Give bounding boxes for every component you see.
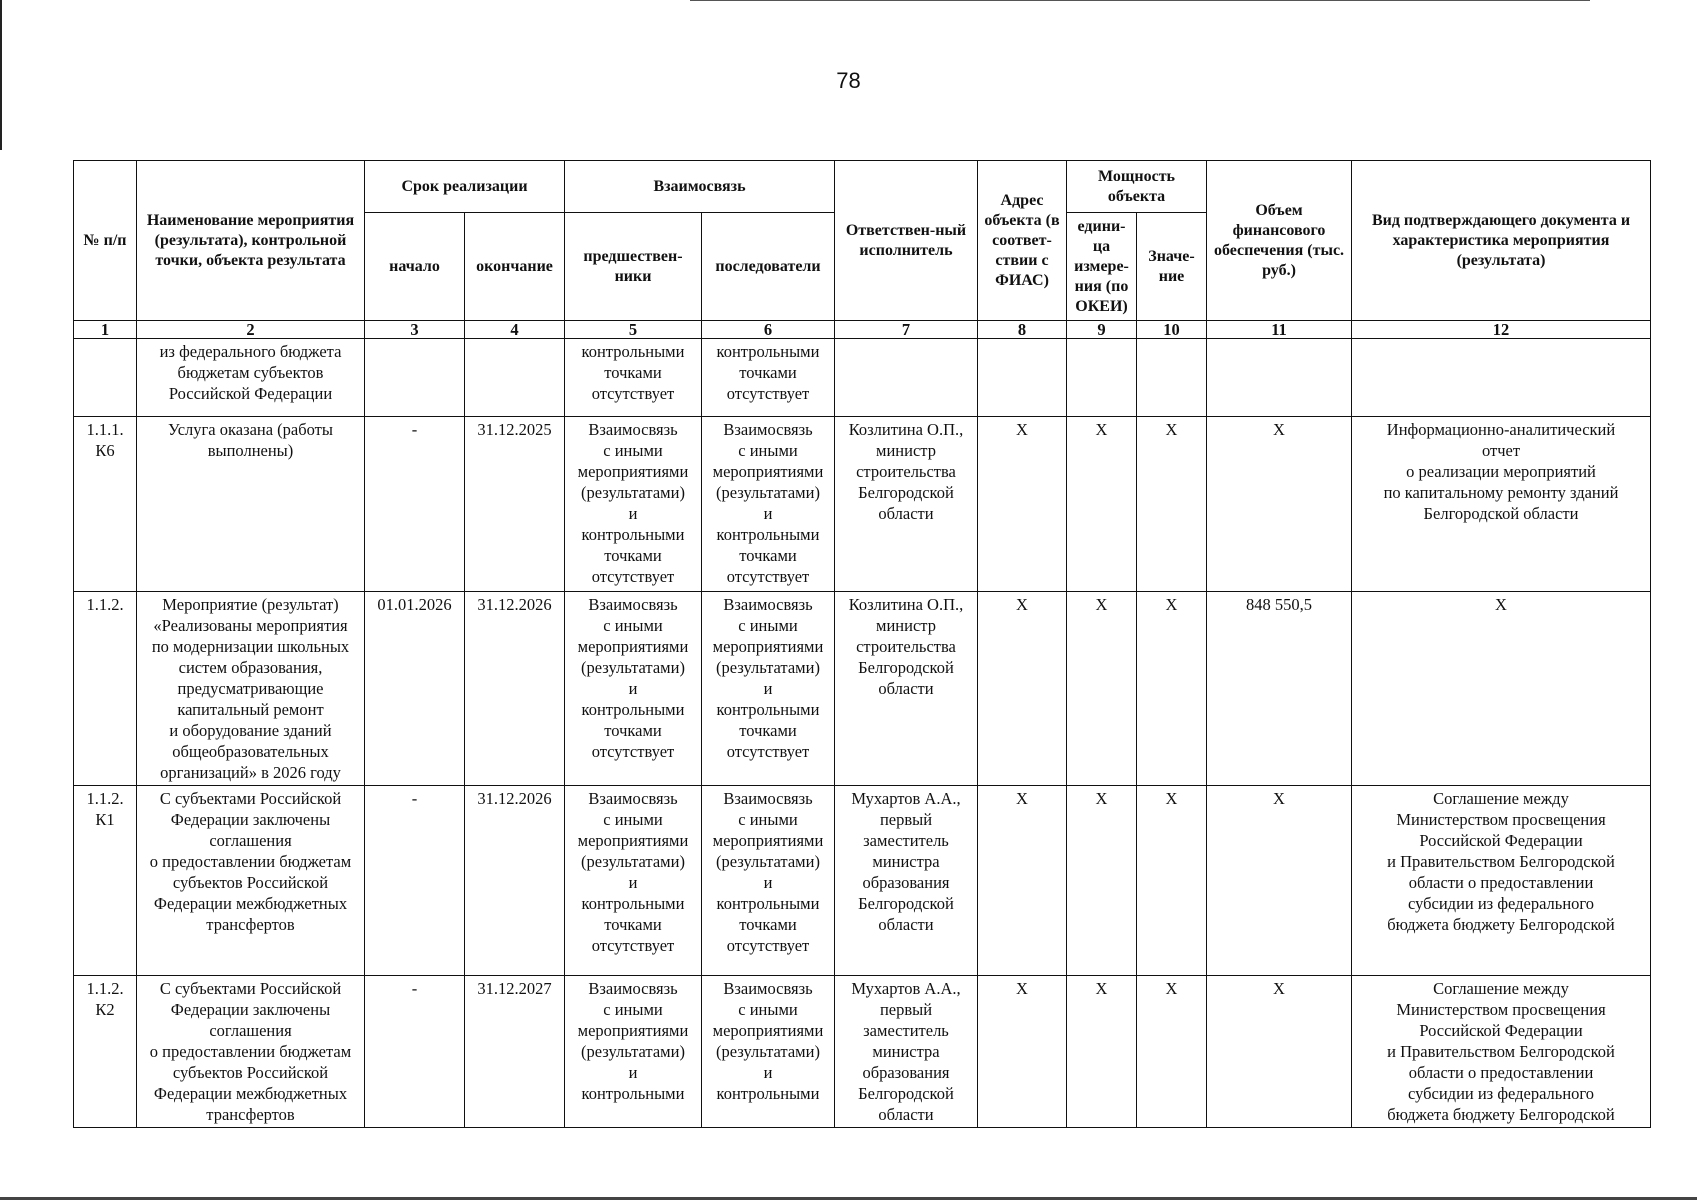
cell-end [465, 339, 565, 417]
cell-value [1137, 339, 1207, 417]
cell-successors-line: контрольными [716, 894, 820, 913]
cell-successors-line: (результатами) [716, 1042, 820, 1061]
cell-name-line: общеобразовательных [172, 742, 329, 761]
header-responsible: Ответствен-ный исполнитель [835, 161, 978, 321]
cell-name-line: капитальный ремонт [177, 700, 324, 719]
column-number: 7 [835, 321, 978, 339]
cell-successors-line: Взаимосвязь [723, 979, 813, 998]
cell-document-line: бюджета бюджету Белгородской [1387, 915, 1615, 934]
cell-document-line: субсидии из федерального [1407, 894, 1595, 913]
cell-successors-line: (результатами) [716, 483, 820, 502]
cell-address: X [978, 592, 1067, 786]
cell-address: X [978, 786, 1067, 976]
cell-predecessors-line: с иными [603, 810, 663, 829]
cell-document-line: Соглашение между [1433, 789, 1569, 808]
column-number: 6 [702, 321, 835, 339]
cell-responsible-line: Белгородской [858, 658, 954, 677]
cell-responsible-line: области [878, 915, 934, 934]
header-term-group: Срок реализации [365, 161, 565, 213]
cell-name-line: по модернизации школьных [151, 637, 350, 656]
cell-start: - [365, 976, 465, 1128]
table-row [74, 417, 1651, 592]
cell-responsible-line: Козлитина О.П., [848, 595, 964, 614]
column-number: 10 [1137, 321, 1207, 339]
cell-successors-line: (результатами) [716, 852, 820, 871]
cell-name-line: организаций» в 2026 году [160, 763, 341, 782]
cell-start: - [365, 417, 465, 592]
cell-number-line: К6 [95, 441, 115, 460]
cell-name-line: и оборудование зданий [169, 721, 332, 740]
cell-name-line: бюджетам субъектов [177, 363, 324, 382]
cell-successors-line: (результатами) [716, 658, 820, 677]
cell-predecessors-line: мероприятиями [577, 462, 689, 481]
cell-document [1352, 592, 1651, 786]
header-address: Адрес объекта (в соответ-ствии с ФИАС) [978, 161, 1067, 321]
cell-successors-line: отсутствует [726, 384, 810, 403]
header-link-group: Взаимосвязь [565, 161, 835, 213]
cell-successors [702, 592, 835, 786]
cell-document-line: X [1495, 595, 1507, 614]
cell-successors-line: и [763, 873, 773, 892]
page-number: 78 [836, 68, 861, 93]
cell-successors [702, 786, 835, 976]
header-name: Наименование мероприятия (результата), контрольной точки, объекта результата [137, 161, 365, 321]
cell-responsible-line: заместитель [863, 831, 949, 850]
cell-name-line: соглашения [209, 1021, 292, 1040]
column-number: 2 [137, 321, 365, 339]
cell-successors-line: мероприятиями [712, 462, 824, 481]
cell-successors [702, 417, 835, 592]
cell-responsible-line: министра [872, 1042, 940, 1061]
cell-successors-line: мероприятиями [712, 831, 824, 850]
cell-responsible-line: Белгородской [858, 1084, 954, 1103]
cell-successors-line: отсутствует [726, 936, 810, 955]
cell-document-line: Информационно-аналитический [1386, 420, 1616, 439]
cell-name [137, 592, 365, 786]
cell-unit: X [1067, 786, 1137, 976]
cell-document-line: по капитальному ремонту зданий [1383, 483, 1619, 502]
cell-successors [702, 976, 835, 1128]
column-number: 1 [74, 321, 137, 339]
header-capacity-group: Мощность объекта [1067, 161, 1207, 213]
header-link-pred: предшествен-ники [565, 213, 702, 321]
cell-predecessors-line: (результатами) [581, 658, 685, 677]
cell-predecessors-line: с иными [603, 616, 663, 635]
cell-number-line: 1.1.2. [86, 595, 124, 614]
cell-finance [1207, 339, 1352, 417]
header-capacity-unit: едини-ца измере-ния (по ОКЕИ) [1067, 213, 1137, 321]
cell-address: X [978, 417, 1067, 592]
cell-document-line: субсидии из федерального [1407, 1084, 1595, 1103]
cell-document-line: Российской Федерации [1419, 1021, 1583, 1040]
cell-successors-line: отсутствует [726, 567, 810, 586]
cell-responsible-line: Козлитина О.П., [848, 420, 964, 439]
cell-name-line: Федерации заключены [170, 810, 331, 829]
header-doc-type: Вид подтверждающего документа и характеристика мероприятия (результата) [1352, 161, 1651, 321]
cell-predecessors-line: мероприятиями [577, 637, 689, 656]
cell-successors-line: и [763, 679, 773, 698]
cell-number-line: 1.1.1. [86, 420, 124, 439]
cell-number-line: К2 [95, 1000, 115, 1019]
cell-successors-line: точками [739, 915, 797, 934]
cell-successors-line: точками [739, 721, 797, 740]
cell-responsible-line: первый [879, 810, 933, 829]
cell-document-line: и Правительством Белгородской [1387, 1042, 1615, 1061]
column-number-row [74, 321, 1651, 339]
cell-responsible-line: области [878, 1105, 934, 1124]
cell-predecessors-line: контрольными [581, 342, 685, 361]
cell-predecessors-line: мероприятиями [577, 831, 689, 850]
plan-table [73, 160, 1651, 1128]
cell-predecessors-line: Взаимосвязь [588, 420, 678, 439]
header-term-end: окончание [465, 213, 565, 321]
cell-number-line: 1.1.2. [86, 979, 124, 998]
cell-successors-line: с иными [738, 616, 798, 635]
cell-name-line: выполнены) [207, 441, 294, 460]
cell-successors-line: точками [739, 363, 797, 382]
cell-successors-line: контрольными [716, 342, 820, 361]
cell-predecessors [565, 976, 702, 1128]
cell-predecessors-line: и [628, 1063, 638, 1082]
cell-document-line: области о предоставлении [1408, 1063, 1594, 1082]
column-number: 4 [465, 321, 565, 339]
cell-predecessors-line: (результатами) [581, 483, 685, 502]
cell-number-line: К1 [95, 810, 115, 829]
header-term-start: начало [365, 213, 465, 321]
cell-unit: X [1067, 976, 1137, 1128]
cell-name-line: систем образования, [178, 658, 323, 677]
cell-predecessors-line: Взаимосвязь [588, 595, 678, 614]
cell-predecessors-line: контрольными [581, 700, 685, 719]
cell-responsible-line: заместитель [863, 1021, 949, 1040]
cell-predecessors-line: с иными [603, 1000, 663, 1019]
cell-number [74, 339, 137, 417]
cell-name-line: С субъектами Российской [159, 979, 342, 998]
cell-successors-line: с иными [738, 810, 798, 829]
cell-predecessors-line: и [628, 504, 638, 523]
cell-predecessors [565, 417, 702, 592]
cell-end: 31.12.2026 [465, 592, 565, 786]
cell-responsible-line: строительства [856, 462, 956, 481]
cell-name-line: Федерации межбюджетных [153, 1084, 348, 1103]
cell-predecessors-line: отсутствует [591, 742, 675, 761]
cell-number [74, 786, 137, 976]
cell-name-line: субъектов Российской [172, 1063, 329, 1082]
cell-responsible-line: министра [872, 852, 940, 871]
cell-name-line: «Реализованы мероприятия [153, 616, 348, 635]
cell-document-line: и Правительством Белгородской [1387, 852, 1615, 871]
cell-predecessors-line: и [628, 679, 638, 698]
column-number: 12 [1352, 321, 1651, 339]
cell-name-line: Российской Федерации [168, 384, 333, 403]
cell-finance: X [1207, 976, 1352, 1128]
cell-responsible-line: первый [879, 1000, 933, 1019]
cell-document-line: отчет [1481, 441, 1521, 460]
cell-predecessors-line: контрольными [581, 894, 685, 913]
cell-document-line: о реализации мероприятий [1406, 462, 1596, 481]
cell-successors-line: Взаимосвязь [723, 595, 813, 614]
cell-unit [1067, 339, 1137, 417]
cell-value: X [1137, 417, 1207, 592]
header-num: № п/п [74, 161, 137, 321]
cell-responsible [835, 786, 978, 976]
cell-name-line: о предоставлении бюджетам [149, 852, 352, 871]
cell-document-line: Министерством просвещения [1396, 1000, 1606, 1019]
cell-successors-line: контрольными [716, 700, 820, 719]
cell-successors-line: с иными [738, 1000, 798, 1019]
table-row [74, 976, 1651, 1128]
cell-name-line: из федерального бюджета [159, 342, 342, 361]
cell-name-line: Услуга оказана (работы [168, 420, 333, 439]
cell-end: 31.12.2026 [465, 786, 565, 976]
cell-predecessors-line: точками [604, 363, 662, 382]
cell-document-line: бюджета бюджету Белгородской [1387, 1105, 1615, 1124]
cell-predecessors-line: отсутствует [591, 384, 675, 403]
cell-responsible-line: Мухартов А.А., [851, 979, 961, 998]
cell-successors-line: мероприятиями [712, 637, 824, 656]
cell-document [1352, 339, 1651, 417]
cell-responsible [835, 339, 978, 417]
cell-name-line: Федерации межбюджетных [153, 894, 348, 913]
cell-responsible-line: области [878, 504, 934, 523]
cell-finance: X [1207, 417, 1352, 592]
column-number: 5 [565, 321, 702, 339]
cell-responsible-line: образования [862, 1063, 950, 1082]
cell-predecessors [565, 786, 702, 976]
cell-successors-line: мероприятиями [712, 1021, 824, 1040]
cell-name [137, 786, 365, 976]
column-number: 9 [1067, 321, 1137, 339]
cell-name-line: С субъектами Российской [159, 789, 342, 808]
table-row [74, 339, 1651, 417]
cell-predecessors-line: точками [604, 721, 662, 740]
cell-number-line: 1.1.2. [86, 789, 124, 808]
cell-document-line: Соглашение между [1433, 979, 1569, 998]
cell-successors-line: контрольными [716, 525, 820, 544]
cell-responsible-line: Мухартов А.А., [851, 789, 961, 808]
cell-document-line: Белгородской области [1423, 504, 1579, 523]
header-finance: Объем финансового обеспечения (тыс. руб.) [1207, 161, 1352, 321]
cell-value: X [1137, 592, 1207, 786]
cell-document [1352, 976, 1651, 1128]
cell-address: X [978, 976, 1067, 1128]
table-body [74, 339, 1651, 1128]
cell-successors-line: Взаимосвязь [723, 420, 813, 439]
cell-end: 31.12.2025 [465, 417, 565, 592]
cell-address [978, 339, 1067, 417]
cell-successors-line: точками [739, 546, 797, 565]
cell-responsible-line: области [878, 679, 934, 698]
cell-document [1352, 417, 1651, 592]
cell-name [137, 417, 365, 592]
cell-successors-line: контрольными [716, 1084, 820, 1103]
cell-predecessors [565, 592, 702, 786]
cell-responsible [835, 976, 978, 1128]
cell-successors [702, 339, 835, 417]
cell-successors-line: и [763, 1063, 773, 1082]
table-row [74, 786, 1651, 976]
cell-responsible [835, 592, 978, 786]
cell-responsible-line: министр [876, 441, 936, 460]
cell-predecessors-line: Взаимосвязь [588, 789, 678, 808]
cell-successors-line: Взаимосвязь [723, 789, 813, 808]
table-row [74, 592, 1651, 786]
cell-predecessors-line: с иными [603, 441, 663, 460]
cell-successors-line: с иными [738, 441, 798, 460]
cell-predecessors-line: Взаимосвязь [588, 979, 678, 998]
cell-responsible-line: образования [862, 873, 950, 892]
cell-value: X [1137, 786, 1207, 976]
cell-name-line: трансфертов [206, 1105, 295, 1124]
column-number: 3 [365, 321, 465, 339]
cell-finance: 848 550,5 [1207, 592, 1352, 786]
cell-predecessors-line: точками [604, 915, 662, 934]
cell-unit: X [1067, 592, 1137, 786]
cell-finance: X [1207, 786, 1352, 976]
cell-predecessors-line: (результатами) [581, 852, 685, 871]
cell-predecessors-line: точками [604, 546, 662, 565]
cell-responsible [835, 417, 978, 592]
cell-name-line: Федерации заключены [170, 1000, 331, 1019]
table-header [74, 161, 1651, 339]
cell-start [365, 339, 465, 417]
cell-name-line: соглашения [209, 831, 292, 850]
cell-name [137, 339, 365, 417]
cell-number [74, 417, 137, 592]
cell-responsible-line: министр [876, 616, 936, 635]
cell-document-line: Министерством просвещения [1396, 810, 1606, 829]
cell-value: X [1137, 976, 1207, 1128]
column-number: 11 [1207, 321, 1352, 339]
cell-successors-line: и [763, 504, 773, 523]
cell-unit: X [1067, 417, 1137, 592]
cell-name-line: о предоставлении бюджетам [149, 1042, 352, 1061]
cell-name-line: трансфертов [206, 915, 295, 934]
cell-name-line: Мероприятие (результат) [162, 595, 339, 614]
cell-number [74, 976, 137, 1128]
cell-responsible-line: Белгородской [858, 894, 954, 913]
cell-successors-line: отсутствует [726, 742, 810, 761]
cell-name [137, 976, 365, 1128]
cell-start: 01.01.2026 [365, 592, 465, 786]
header-link-succ: последователи [702, 213, 835, 321]
cell-start: - [365, 786, 465, 976]
cell-predecessors [565, 339, 702, 417]
cell-document-line: Российской Федерации [1419, 831, 1583, 850]
cell-end: 31.12.2027 [465, 976, 565, 1128]
cell-predecessors-line: отсутствует [591, 936, 675, 955]
cell-responsible-line: строительства [856, 637, 956, 656]
column-number: 8 [978, 321, 1067, 339]
scan-top-line [690, 0, 1590, 1]
cell-name-line: предусматривающие [177, 679, 324, 698]
cell-predecessors-line: мероприятиями [577, 1021, 689, 1040]
cell-responsible-line: Белгородской [858, 483, 954, 502]
cell-predecessors-line: контрольными [581, 1084, 685, 1103]
cell-number [74, 592, 137, 786]
cell-document-line: области о предоставлении [1408, 873, 1594, 892]
cell-predecessors-line: и [628, 873, 638, 892]
cell-predecessors-line: (результатами) [581, 1042, 685, 1061]
header-capacity-value: Значе-ние [1137, 213, 1207, 321]
cell-predecessors-line: отсутствует [591, 567, 675, 586]
cell-predecessors-line: контрольными [581, 525, 685, 544]
cell-document [1352, 786, 1651, 976]
cell-name-line: субъектов Российской [172, 873, 329, 892]
